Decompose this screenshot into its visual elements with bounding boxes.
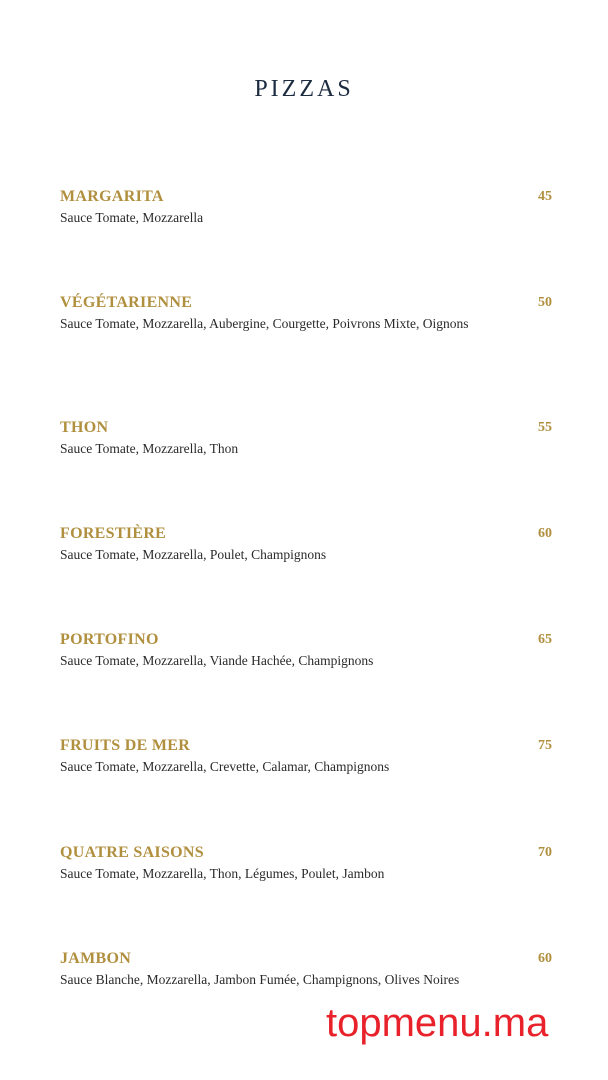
menu-item-description: Sauce Tomate, Mozzarella, Crevette, Calamar, Champignons [60, 759, 390, 774]
menu-item-vegetarienne [60, 293, 552, 333]
menu-item-header [60, 949, 552, 969]
menu-title: PIZZAS [254, 76, 354, 102]
menu-item-price: 60 [538, 526, 552, 541]
menu-item-quatre-saisons [60, 843, 552, 883]
menu-item-forestiere [60, 524, 552, 564]
menu-item-header [60, 418, 552, 438]
menu-item-header [60, 736, 552, 756]
menu-item-thon [60, 418, 552, 458]
menu-item-description: Sauce Blanche, Mozzarella, Jambon Fumée, Champignons, Olives Noires [60, 972, 460, 987]
menu-item-name: MARGARITA [60, 188, 164, 205]
menu-item-portofino [60, 630, 552, 670]
menu-item-header [60, 187, 552, 207]
menu-item-name: FRUITS DE MER [60, 737, 191, 754]
menu-item-price: 75 [538, 738, 552, 753]
menu-item-price: 55 [538, 420, 552, 435]
menu-item-name: PORTOFINO [60, 631, 159, 648]
menu-item-price: 70 [538, 845, 552, 860]
watermark-text: topmenu.ma [326, 1001, 549, 1045]
menu-item-header [60, 630, 552, 650]
menu-item-price: 50 [538, 295, 552, 310]
menu-item-name: VÉGÉTARIENNE [60, 294, 193, 311]
menu-item-description: Sauce Tomate, Mozzarella, Aubergine, Courgette, Poivrons Mixte, Oignons [60, 316, 469, 331]
menu-item-description: Sauce Tomate, Mozzarella, Thon [60, 441, 239, 456]
menu-item-margarita [60, 187, 552, 227]
menu-item-name: FORESTIÈRE [60, 525, 167, 542]
menu-item-jambon [60, 949, 552, 989]
menu-item-description: Sauce Tomate, Mozzarella, Thon, Légumes, Poulet, Jambon [60, 866, 385, 881]
menu-item-description: Sauce Tomate, Mozzarella [60, 210, 204, 225]
menu-item-price: 65 [538, 632, 552, 647]
menu-item-header [60, 843, 552, 863]
menu-item-header [60, 293, 552, 313]
menu-item-name: THON [60, 419, 109, 436]
menu-item-fruits-de-mer [60, 736, 552, 776]
menu-item-description: Sauce Tomate, Mozzarella, Viande Hachée, Champignons [60, 653, 374, 668]
menu-item-header [60, 524, 552, 544]
menu-item-price: 60 [538, 951, 552, 966]
menu-item-description: Sauce Tomate, Mozzarella, Poulet, Champignons [60, 547, 327, 562]
menu-item-name: QUATRE SAISONS [60, 844, 204, 861]
menu-item-name: JAMBON [60, 950, 132, 967]
menu-item-price: 45 [538, 189, 552, 204]
